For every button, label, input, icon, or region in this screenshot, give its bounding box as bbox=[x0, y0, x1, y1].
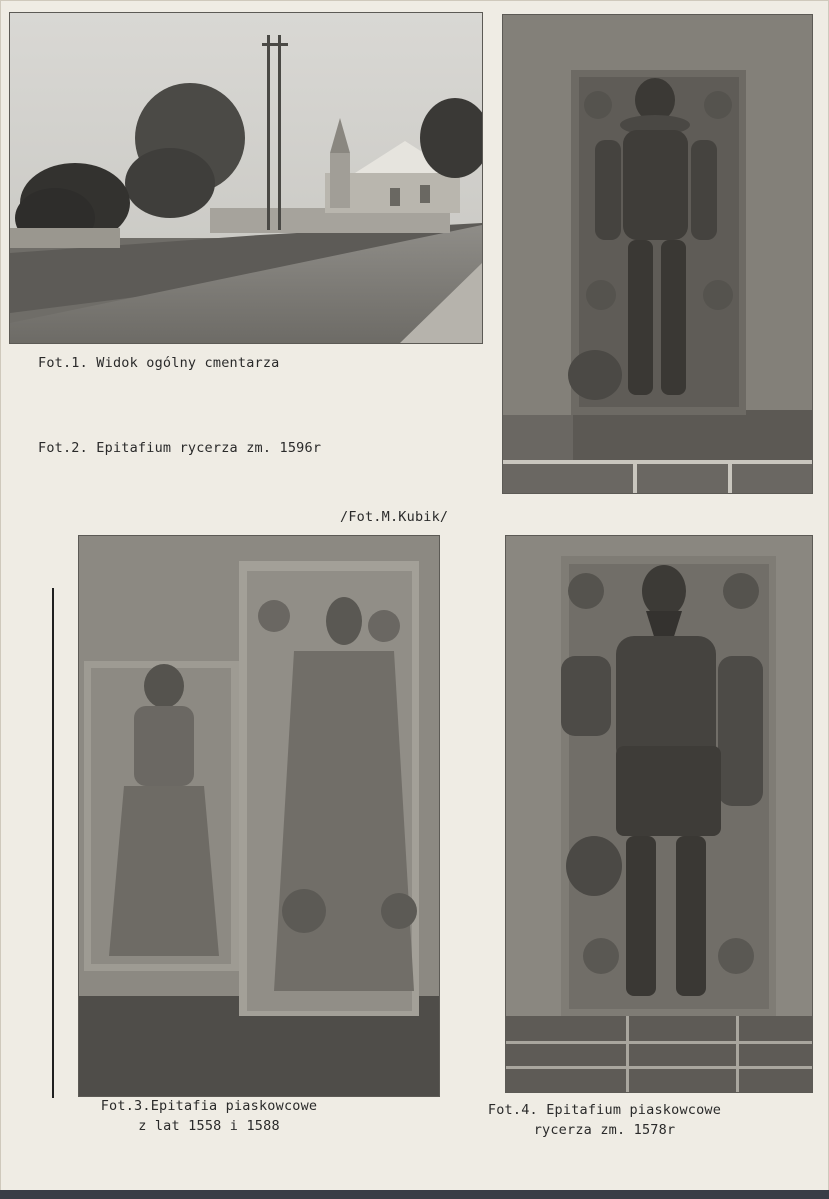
caption-fot4-line1: Fot.4. Epitafium piaskowcowe bbox=[487, 1102, 722, 1118]
caption-fot2: Fot.2. Epitafium rycerza zm. 1596r bbox=[38, 440, 322, 456]
photo-cemetery-view bbox=[10, 13, 482, 343]
two-epitaphs-image bbox=[79, 536, 439, 1096]
caption-fot3-line2: z lat 1558 i 1588 bbox=[138, 1118, 280, 1134]
knight-epitaph-1596-image bbox=[503, 15, 812, 493]
knight-epitaph-1578-image bbox=[506, 536, 812, 1092]
bottom-edge-band bbox=[0, 1190, 829, 1199]
photo-credit: /Fot.M.Kubik/ bbox=[340, 509, 449, 525]
cemetery-view-image bbox=[10, 13, 482, 343]
caption-fot3 bbox=[74, 1096, 344, 1136]
caption-fot1: Fot.1. Widok ogólny cmentarza bbox=[38, 355, 280, 371]
photo-two-epitaphs bbox=[79, 536, 439, 1096]
caption-fot3-line1: Fot.3.Epitafia piaskowcowe bbox=[100, 1098, 318, 1114]
photo-knight-epitaph-1578 bbox=[506, 536, 812, 1092]
caption-fot4 bbox=[462, 1100, 747, 1140]
photo-knight-epitaph-1596 bbox=[503, 15, 812, 493]
caption-fot4-line2: rycerza zm. 1578r bbox=[533, 1122, 676, 1138]
margin-line bbox=[52, 588, 54, 1098]
